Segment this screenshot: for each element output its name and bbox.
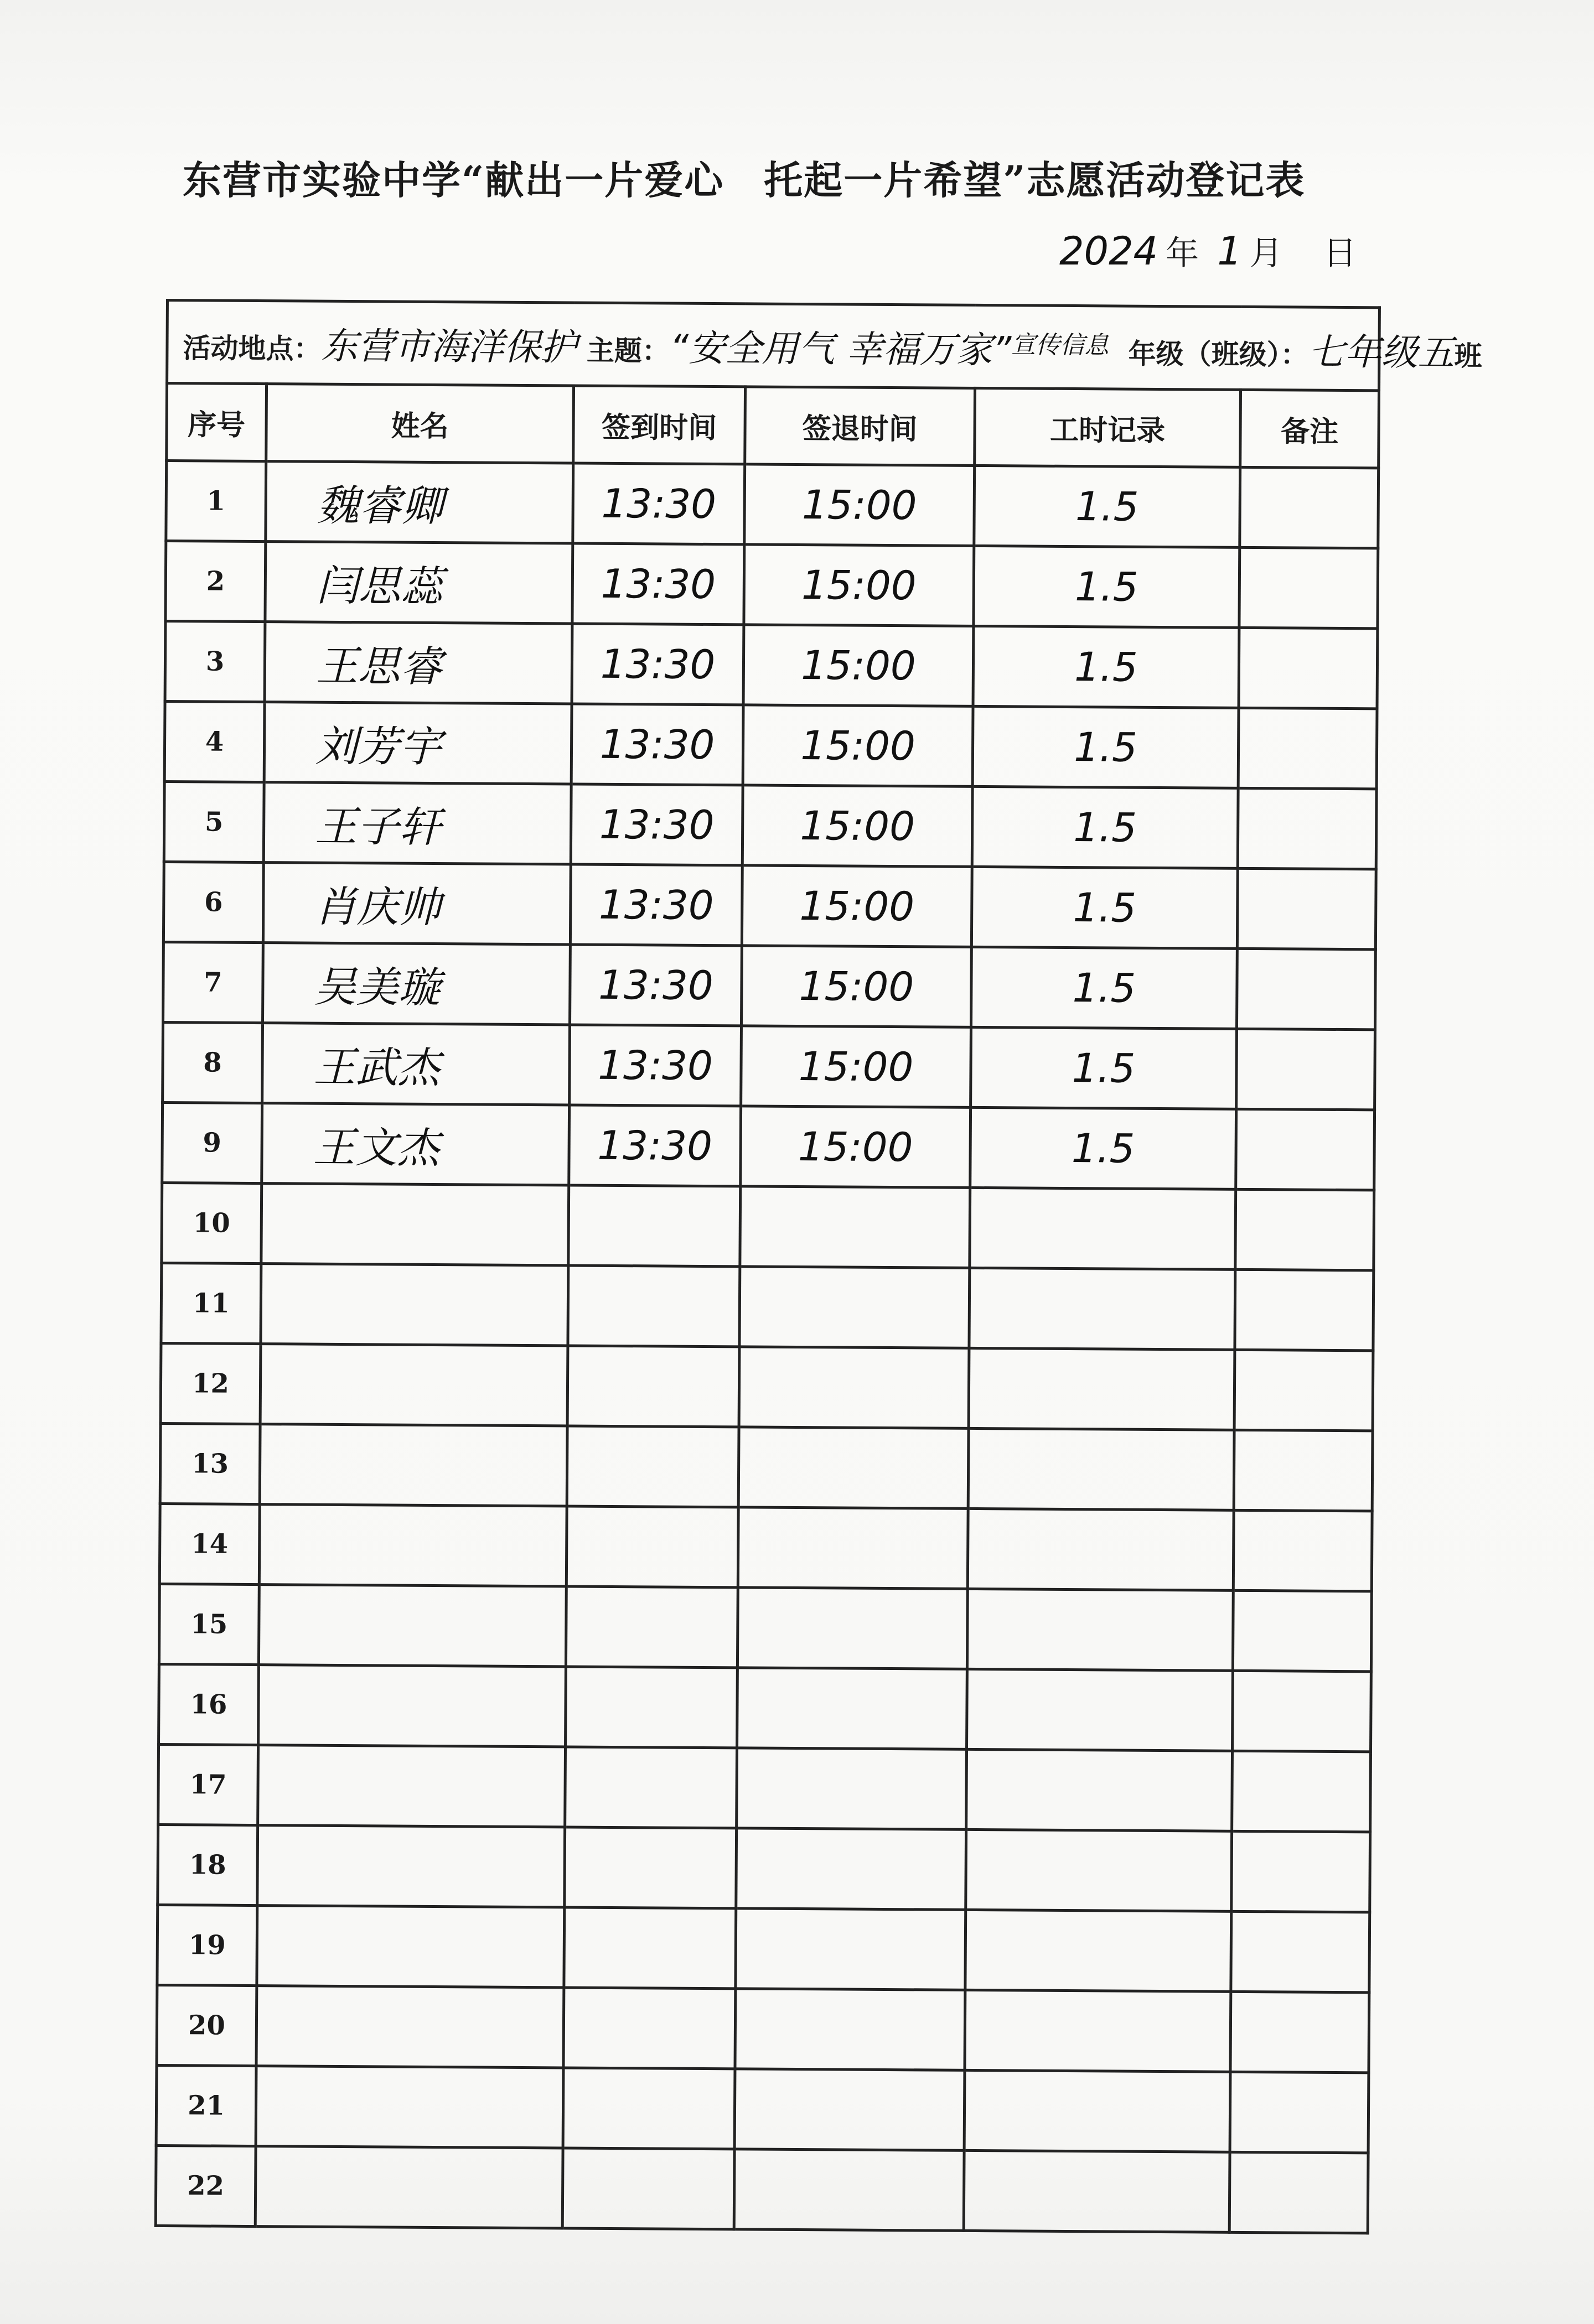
sign-out-cell: 15:00 xyxy=(741,946,971,1028)
sign-in-cell: 13:30 xyxy=(572,543,744,625)
row-number: 7 xyxy=(163,942,263,1023)
name-cell xyxy=(258,1585,566,1667)
note-cell xyxy=(1236,1029,1375,1110)
table-row xyxy=(156,2145,1368,2233)
hours-cell xyxy=(969,1268,1235,1350)
sign-in-cell: 13:30 xyxy=(570,945,742,1026)
sign-out-cell xyxy=(739,1267,970,1348)
hours-cell xyxy=(964,2150,1230,2232)
sign-out-cell xyxy=(737,1668,967,1750)
name-cell: 闫思蕊 xyxy=(265,542,573,624)
sign-out-cell xyxy=(736,1908,966,1990)
grade-value: 七年级五 xyxy=(1308,330,1455,375)
table-row xyxy=(159,1584,1372,1671)
name-cell xyxy=(259,1505,567,1586)
table-row xyxy=(164,702,1377,789)
table-row xyxy=(165,541,1378,629)
hours-cell xyxy=(967,1669,1233,1751)
sign-out-cell: 15:00 xyxy=(743,625,974,707)
header-sign-in: 签到时间 xyxy=(573,386,746,464)
date-month-unit: 月 xyxy=(1249,234,1283,273)
note-cell xyxy=(1238,788,1376,869)
hours-cell xyxy=(965,1990,1231,2072)
table-row xyxy=(156,2065,1369,2152)
row-number: 19 xyxy=(157,1905,257,1985)
header-hours: 工时记录 xyxy=(975,388,1241,467)
row-number: 10 xyxy=(162,1182,262,1263)
table-row xyxy=(164,781,1376,869)
hours-cell: 1.5 xyxy=(973,626,1239,708)
note-cell xyxy=(1236,1109,1375,1190)
row-number: 5 xyxy=(164,781,264,862)
row-number: 18 xyxy=(158,1824,258,1905)
table-row xyxy=(166,461,1379,548)
name-cell: 魏睿卿 xyxy=(266,461,573,543)
row-number: 20 xyxy=(157,1985,257,2066)
name-cell xyxy=(257,1906,565,1988)
date-day-unit: 日 xyxy=(1323,234,1357,273)
sign-in-cell xyxy=(568,1265,740,1347)
table-row xyxy=(160,1423,1373,1511)
hours-cell xyxy=(970,1187,1236,1269)
sign-in-cell xyxy=(566,1586,738,1668)
hours-cell xyxy=(969,1348,1235,1430)
class-suffix: 班 xyxy=(1454,339,1482,372)
table-row xyxy=(159,1664,1372,1751)
hours-cell xyxy=(968,1428,1234,1510)
hours-cell: 1.5 xyxy=(971,1027,1237,1109)
location-value: 东营市海洋保护 xyxy=(321,324,577,369)
sign-in-cell xyxy=(566,1506,738,1588)
note-cell xyxy=(1231,1911,1370,1993)
name-cell: 王文杰 xyxy=(262,1103,570,1185)
sign-in-cell xyxy=(566,1667,738,1748)
form-date xyxy=(1052,227,1357,274)
hours-cell: 1.5 xyxy=(971,947,1237,1029)
form-title: 东营市实验中学“献出一片爱心 托起一片希望”志愿活动登记表 xyxy=(183,157,1306,203)
table-row xyxy=(157,1985,1369,2072)
sign-in-cell xyxy=(567,1346,739,1427)
entries-body xyxy=(156,461,1379,2233)
table-row xyxy=(161,1343,1373,1430)
note-cell xyxy=(1233,1590,1372,1672)
note-cell xyxy=(1234,1350,1373,1431)
sign-out-cell: 15:00 xyxy=(742,865,972,947)
location-label: 活动地点： xyxy=(183,331,322,365)
row-number: 4 xyxy=(164,702,265,782)
name-cell xyxy=(260,1344,568,1426)
sign-out-cell xyxy=(737,1588,967,1669)
name-cell xyxy=(258,1745,566,1827)
row-number: 1 xyxy=(166,461,266,542)
header-no: 序号 xyxy=(167,383,267,461)
header-name: 姓名 xyxy=(266,384,574,463)
row-number: 11 xyxy=(161,1263,261,1343)
sign-out-cell: 15:00 xyxy=(743,705,973,787)
sign-out-cell xyxy=(738,1507,968,1589)
theme-label: 主题： xyxy=(586,334,670,367)
note-cell xyxy=(1237,868,1376,950)
sign-out-cell xyxy=(740,1186,970,1268)
name-cell: 吴美璇 xyxy=(263,943,571,1025)
row-number: 15 xyxy=(159,1584,259,1664)
sign-in-cell: 13:30 xyxy=(571,784,743,865)
name-cell xyxy=(261,1184,569,1265)
table-row xyxy=(161,1263,1374,1350)
note-cell xyxy=(1230,1991,1369,2073)
table-row xyxy=(157,1905,1370,1992)
note-cell xyxy=(1231,1831,1370,1912)
name-cell: 刘芳宇 xyxy=(264,702,572,784)
sign-in-cell: 13:30 xyxy=(570,864,742,946)
row-number: 2 xyxy=(165,541,266,622)
hours-cell xyxy=(967,1589,1233,1671)
row-number: 16 xyxy=(159,1664,259,1745)
note-cell xyxy=(1229,2152,1368,2233)
note-cell xyxy=(1239,627,1378,709)
table-row xyxy=(158,1824,1370,1912)
hours-cell xyxy=(967,1508,1234,1590)
sign-out-cell xyxy=(734,2069,965,2151)
row-number: 21 xyxy=(156,2065,256,2146)
registration-table-wrapper xyxy=(154,299,1482,2202)
row-number: 8 xyxy=(163,1022,263,1103)
name-cell xyxy=(258,1665,566,1747)
name-cell xyxy=(257,1825,565,1907)
sign-out-cell xyxy=(737,1748,967,1830)
hours-cell: 1.5 xyxy=(972,706,1239,788)
theme-note: 宣传信息 xyxy=(1011,330,1109,360)
note-cell xyxy=(1239,547,1378,629)
hours-cell xyxy=(965,1910,1231,1991)
row-number: 12 xyxy=(161,1343,261,1424)
header-sign-out: 签退时间 xyxy=(745,387,975,466)
note-cell xyxy=(1236,948,1375,1030)
name-cell: 王武杰 xyxy=(262,1023,570,1105)
hours-cell: 1.5 xyxy=(974,546,1240,627)
row-number: 3 xyxy=(165,621,265,702)
note-cell xyxy=(1238,708,1377,789)
name-cell xyxy=(255,2146,563,2228)
theme-value: “安全用气 幸福万家” xyxy=(669,326,1012,372)
note-cell xyxy=(1233,1671,1372,1752)
name-cell xyxy=(261,1264,568,1346)
date-year-unit: 年 xyxy=(1166,234,1199,273)
hours-cell xyxy=(966,1749,1233,1831)
hours-cell: 1.5 xyxy=(974,465,1240,547)
table-row xyxy=(163,862,1376,949)
note-cell xyxy=(1234,1430,1373,1511)
sign-in-cell xyxy=(562,2148,734,2229)
row-number: 6 xyxy=(163,862,263,942)
sign-in-cell xyxy=(565,1747,737,1828)
sign-out-cell xyxy=(736,1828,966,1910)
sign-out-cell xyxy=(738,1427,969,1509)
note-cell xyxy=(1235,1189,1374,1270)
row-number: 13 xyxy=(160,1423,260,1504)
sign-in-cell: 13:30 xyxy=(573,463,745,544)
sign-out-cell: 15:00 xyxy=(741,1106,971,1188)
sign-in-cell: 13:30 xyxy=(571,704,743,785)
sign-out-cell xyxy=(739,1347,969,1429)
hours-cell: 1.5 xyxy=(971,867,1238,948)
sign-out-cell: 15:00 xyxy=(741,1026,971,1108)
table-row xyxy=(159,1503,1372,1591)
row-number: 17 xyxy=(158,1744,258,1825)
sign-out-cell: 15:00 xyxy=(744,544,974,626)
row-number: 9 xyxy=(162,1102,262,1183)
table-row xyxy=(163,1022,1375,1109)
name-cell xyxy=(256,2066,563,2148)
date-year: 2024 xyxy=(1059,229,1158,274)
sign-in-cell xyxy=(563,1988,736,2069)
row-number: 14 xyxy=(159,1503,260,1584)
table-row xyxy=(165,621,1378,709)
activity-info-row xyxy=(167,300,1380,391)
sign-in-cell xyxy=(567,1426,739,1507)
name-cell: 肖庆帅 xyxy=(263,863,571,945)
registration-table xyxy=(154,299,1482,2234)
note-cell xyxy=(1235,1269,1374,1351)
sign-in-cell: 13:30 xyxy=(572,624,744,705)
table-row xyxy=(162,1182,1374,1270)
name-cell: 王子轩 xyxy=(263,782,571,864)
sign-out-cell: 15:00 xyxy=(744,464,975,546)
sign-out-cell xyxy=(735,1989,965,2071)
hours-cell xyxy=(964,2070,1230,2152)
sign-in-cell xyxy=(563,2068,735,2149)
sign-in-cell xyxy=(568,1185,741,1267)
hours-cell xyxy=(966,1829,1232,1911)
name-cell: 王思睿 xyxy=(265,622,572,704)
activity-info-cell xyxy=(167,300,1482,391)
sign-in-cell xyxy=(565,1827,737,1908)
grade-label: 年级（班级）： xyxy=(1128,337,1308,371)
hours-cell: 1.5 xyxy=(972,786,1238,868)
note-cell xyxy=(1240,467,1379,548)
sign-in-cell: 13:30 xyxy=(570,1025,742,1106)
sign-out-cell xyxy=(734,2149,964,2231)
name-cell xyxy=(260,1424,567,1506)
column-header-row xyxy=(167,383,1379,468)
sign-in-cell: 13:30 xyxy=(569,1105,741,1186)
note-cell xyxy=(1232,1751,1371,1832)
table-row xyxy=(162,1102,1375,1190)
table-row xyxy=(163,942,1376,1029)
sign-out-cell: 15:00 xyxy=(742,785,972,867)
table-row xyxy=(158,1744,1371,1832)
row-number: 22 xyxy=(156,2145,256,2226)
note-cell xyxy=(1230,2072,1369,2153)
sign-in-cell xyxy=(564,1907,736,1989)
hours-cell: 1.5 xyxy=(970,1107,1236,1189)
name-cell xyxy=(256,1986,564,2068)
header-notes: 备注 xyxy=(1240,390,1379,468)
date-month: 1 xyxy=(1217,229,1242,274)
note-cell xyxy=(1233,1510,1372,1591)
